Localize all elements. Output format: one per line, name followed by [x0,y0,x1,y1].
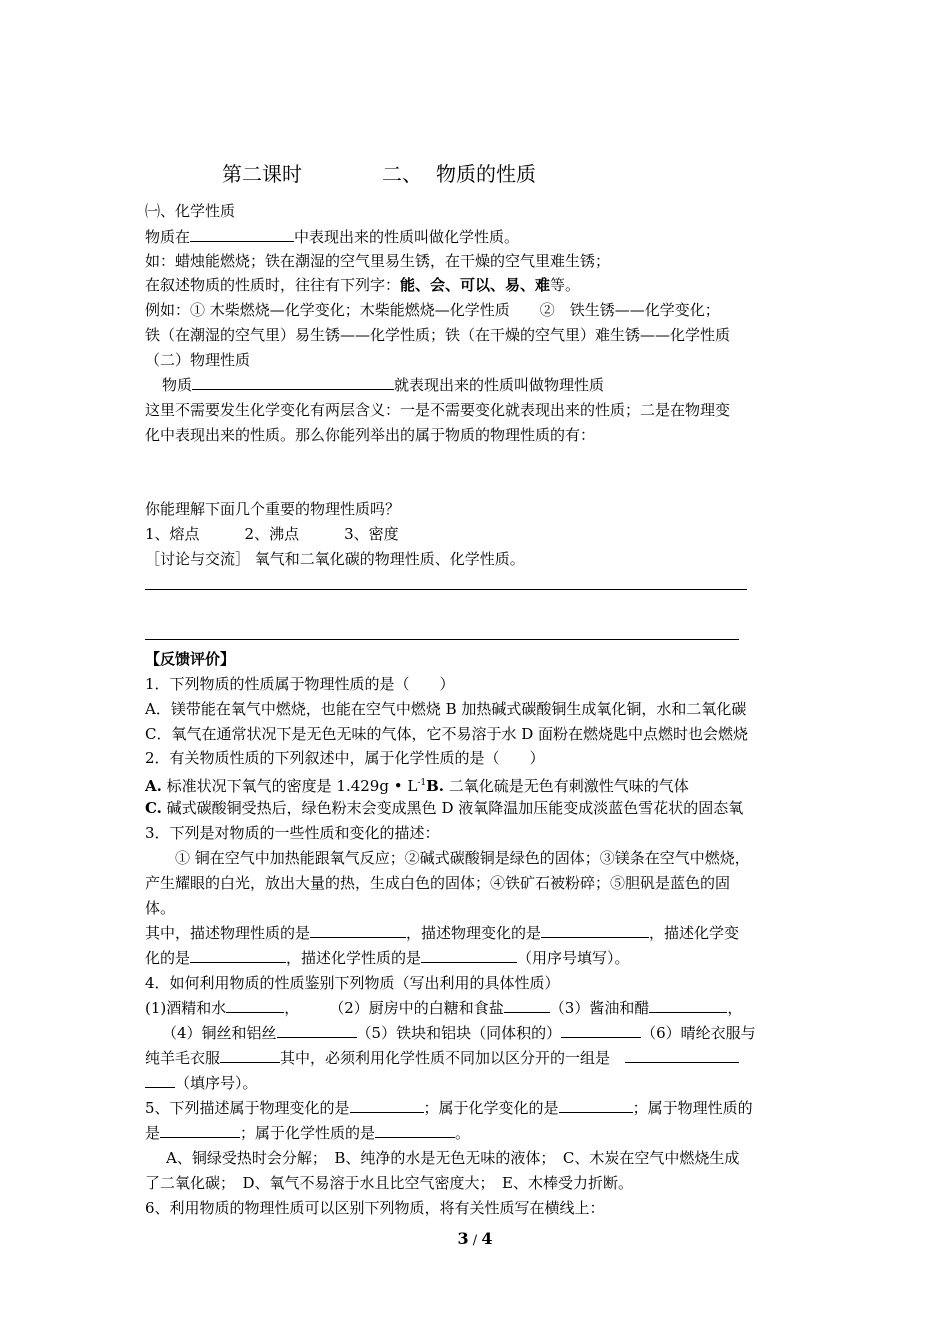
answer-blank[interactable] [226,998,284,1013]
answer-line[interactable] [145,639,739,640]
question-5-line-2: 是 ；属于化学性质的是 。 [145,1124,471,1142]
page-number: 3 / 4 [457,1229,493,1248]
answer-blank[interactable] [504,998,550,1013]
answer-blank[interactable] [277,1023,357,1038]
chem-example-1: 例如：① 木柴燃烧—化学变化；木柴能燃烧—化学性质 ② 铁生锈——化学变化； [145,301,720,319]
question-3-line-1: ① 铜在空气中加热能跟氧气反应；②碱式碳酸铜是绿色的固体；③镁条在空气中燃烧， [175,849,750,867]
answer-blank[interactable] [625,1048,739,1063]
phys-heading: （二）物理性质 [145,351,251,369]
answer-blank[interactable] [421,948,517,963]
page-title: 物质的性质 [436,162,536,186]
answer-blank[interactable] [375,1123,455,1138]
question-3-line-4: 其中，描述物理性质的是 ，描述物理变化的是 ，描述化学变 [145,924,740,942]
answer-blank[interactable] [160,1123,240,1138]
question-4-line-1: (1)酒精和水 ， （2）厨房中的白糖和食盐 （3）酱油和醋 ， [145,999,743,1017]
question-4: 4．如何利用物质的性质鉴别下列物质（写出利用的具体性质） [145,974,560,992]
question-5-line-3: A、铜绿受热时会分解； B、纯净的水是无色无味的液体； C、木炭在空气中燃烧生成 [166,1149,740,1167]
phys-paragraph-2: 化中表现出来的性质。那么你能列举出的属于物质的物理性质的有： [145,426,596,444]
answer-blank[interactable] [220,1048,280,1063]
question-6: 6、利用物质的物理性质可以区别下列物质，将有关性质写在横线上： [145,1199,605,1217]
feedback-heading: 【反馈评价】 [145,650,236,668]
answer-blank[interactable] [649,998,727,1013]
question-4-line-2: （4）铜丝和铝丝 （5）铁块和铝块（同体积的） （6）晴纶衣服与 [162,1024,756,1042]
question-4-line-4: （填序号）。 [145,1072,258,1094]
question-4-line-3: 纯羊毛衣服 其中，必须利用化学性质不同加以区分开的一组是 [145,1047,739,1069]
answer-blank[interactable] [310,923,406,938]
answer-blank[interactable] [145,1073,175,1088]
discussion: ［讨论与交流］ 氧气和二氧化碳的物理性质、化学性质。 [145,550,525,568]
answer-blank[interactable] [559,1098,633,1113]
phys-paragraph-1: 这里不需要发生化学变化有两层含义：一是不需要变化就表现出来的性质；二是在物理变 [145,401,731,419]
answer-blank[interactable] [192,375,394,390]
chem-example: 如：蜡烛能燃烧；铁在潮湿的空气里易生锈，在干燥的空气里难生锈； [145,252,611,270]
question-3-line-3: 体。 [145,899,176,917]
answer-blank[interactable] [190,227,294,242]
chem-definition: 物质在 中表现出来的性质叫做化学性质。 [145,228,520,246]
phys-definition: 物质 就表现出来的性质叫做物理性质 [162,376,605,394]
question-5-line-4: 了二氧化碳； D、氧气不易溶于水且比空气密度大； E、木棒受力折断。 [145,1174,633,1192]
question-1-options-ab: A．镁带能在氧气中燃烧，也能在空气中燃烧 B 加热碱式碳酸铜生成氧化铜，水和二氧化碳 [145,700,747,718]
question-3-line-2: 产生耀眼的白光，放出大量的热，生成白色的固体；④铁矿石被粉碎；⑤胆矾是蓝色的固 [145,874,731,892]
chem-example-2: 铁（在潮湿的空气里）易生锈——化学性质；铁（在干燥的空气里）难生锈——化学性质 [145,326,731,344]
question-3-line-5: 化的是 ，描述化学性质的是 （用序号填写）。 [145,949,630,967]
answer-blank[interactable] [350,1098,424,1113]
question-2-options-ab: A. 标准状况下氧气的密度是 1.429g • $L^{-1}B$. 二氧化硫是无色有刺激性气味的气体 [145,777,689,795]
phys-question: 你能理解下面几个重要的物理性质吗？ [145,500,401,518]
answer-line[interactable] [145,589,747,590]
question-5-line-1: 5、下列描述属于物理变化的是 ；属于化学变化的是 ；属于物理性质的 [145,1099,753,1117]
question-2: 2．有关物质性质的下列叙述中，属于化学性质的是（ ） [145,749,545,767]
question-1: 1．下列物质的性质属于物理性质的是（ ） [145,675,455,693]
question-1-options-cd: C．氧气在通常状况下是无色无味的气体，它不易溶于水 D 面粉在燃烧匙中点燃时也会燃烧 [145,725,749,743]
question-3: 3．下列是对物质的一些性质和变化的描述： [145,824,440,842]
answer-blank[interactable] [561,1023,641,1038]
phys-list: 1、熔点 2、沸点 3、密度 [145,525,399,543]
chem-keywords: 在叙述物质的性质时，往往有下列字：能、会、可以、易、难等。 [145,276,581,294]
lesson-label: 第二课时 [222,162,302,186]
section-number: 二、 [382,162,422,186]
chem-heading: ㈠、化学性质 [145,202,236,220]
answer-blank[interactable] [541,923,649,938]
answer-blank[interactable] [190,948,286,963]
question-2-options-cd: C. 碱式碳酸铜受热后，绿色粉末会变成黑色 D 液氧降温加压能变成淡蓝色雪花状的固态氧 [145,799,744,817]
